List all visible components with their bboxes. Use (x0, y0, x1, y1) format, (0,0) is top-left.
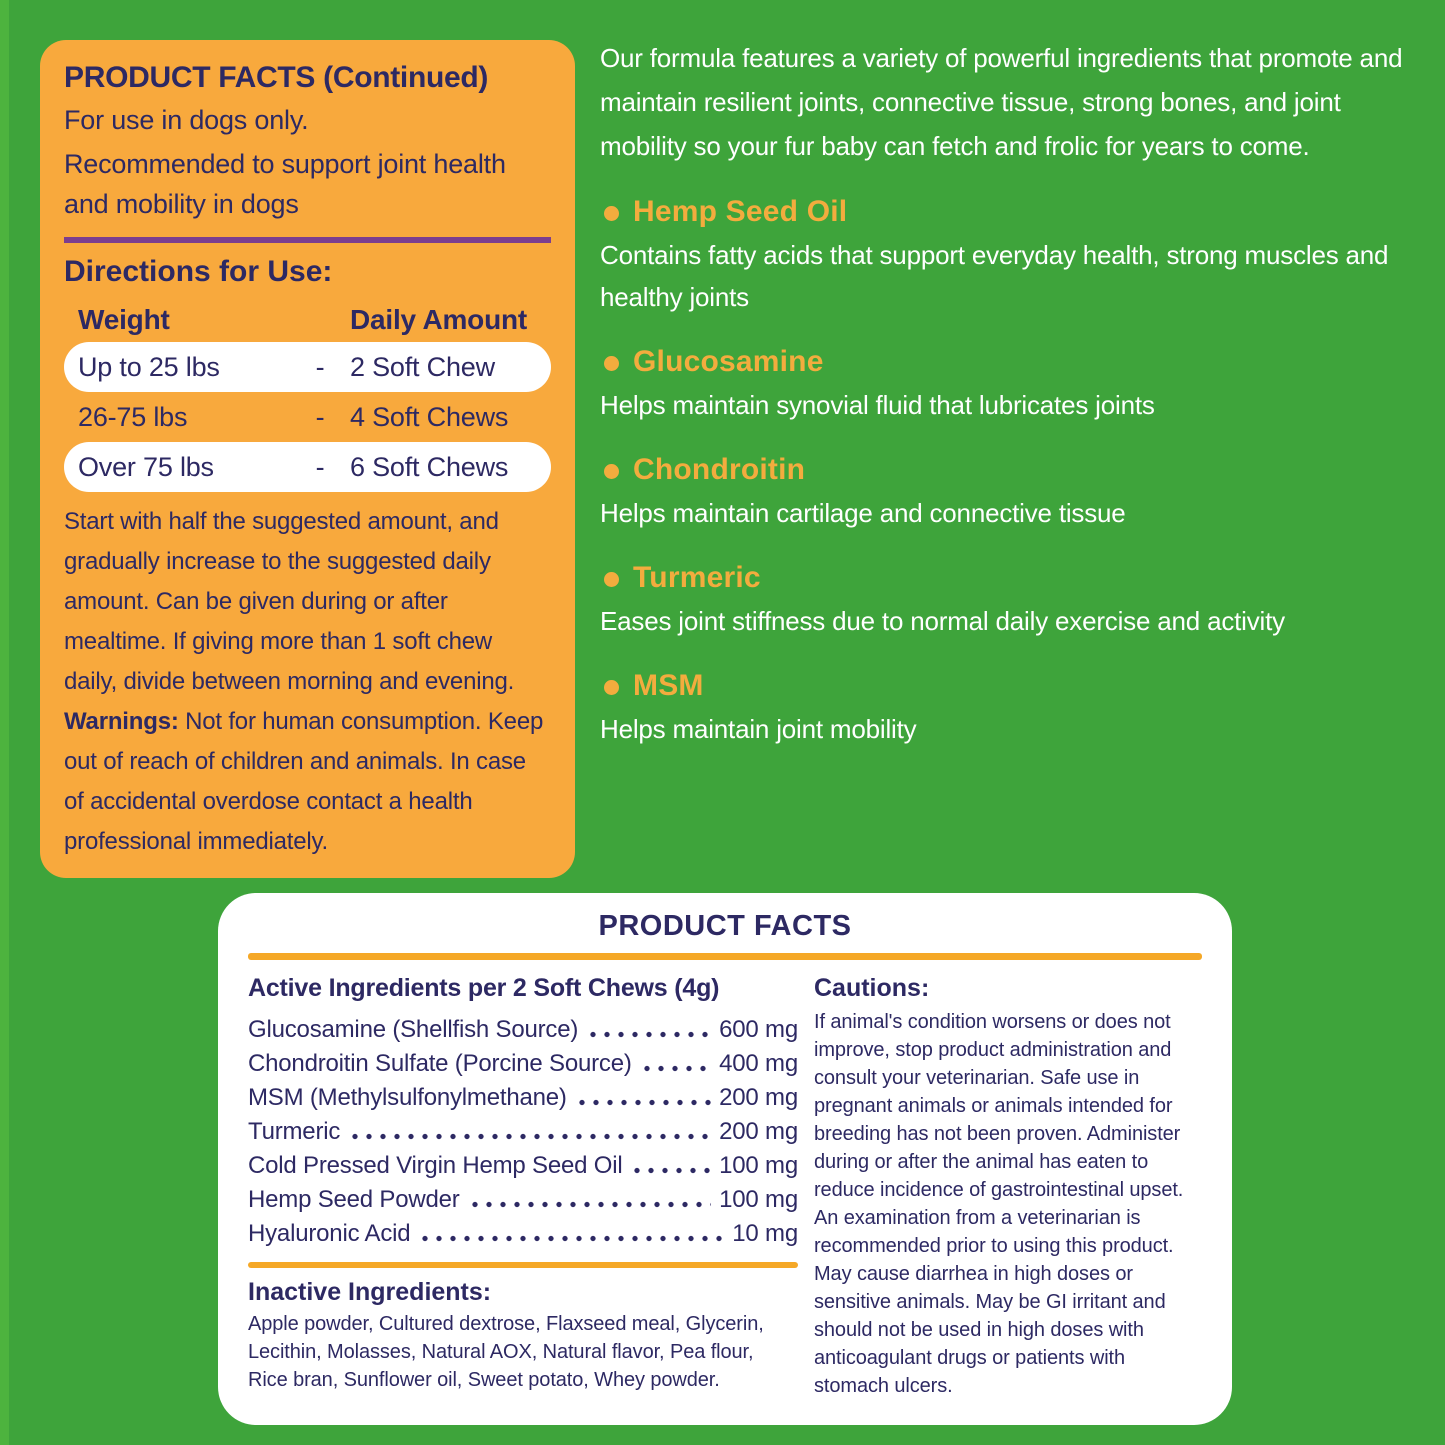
amount-cell: 4 Soft Chews (350, 401, 509, 432)
weight-cell: Over 75 lbs (78, 451, 214, 482)
product-facts-title: PRODUCT FACTS (598, 910, 852, 942)
usage-and-warnings-text (64, 502, 551, 862)
inactive-ingredients-heading: Inactive Ingredients: (248, 1278, 492, 1306)
ingredient-amount: 200 mg (719, 1118, 798, 1145)
dosage-table (64, 298, 551, 492)
dash-cell: - (315, 451, 325, 482)
purple-divider (64, 237, 551, 243)
benefit-chondroitin (600, 450, 1415, 534)
benefit-heading (600, 342, 1415, 382)
table-row (248, 1044, 798, 1078)
ingredient-name: Chondroitin Sulfate (Porcine Source) (248, 1050, 632, 1077)
benefit-description: Eases joint stiffness due to normal daily exercise and activity (600, 606, 1285, 636)
dot-leader (575, 1099, 711, 1106)
warnings-text: Not for human consumption. Keep out of reach of children and animals. In case of accidental overdose contact a health professional immediately. (64, 708, 544, 855)
cautions-text: If animal's condition worsens or does not improve, stop product administration and consult your veterinarian. Safe use in pregnant animals or animals intended for breeding has not been proven. Administer during or after the animal has eaten to reduce incidence of gastrointestinal upset. An examination from a veterinarian is recommended prior to using this product. May cause diarrhea in high doses or sensitive animals. May be GI irritant and should not be used in high doses with anticoagulant drugs or patients with stomach ulcers. (814, 1011, 1184, 1397)
benefit-heading (600, 450, 1415, 490)
benefit-hemp-seed-oil (600, 192, 1415, 318)
dot-leader (348, 1133, 711, 1140)
use-statement: For use in dogs only. (64, 105, 309, 135)
facts-columns (248, 972, 1202, 1400)
table-row (248, 1214, 798, 1248)
benefit-name: Turmeric (633, 561, 761, 594)
bullet-dot-icon (604, 206, 619, 221)
active-ingredients-column (248, 972, 798, 1400)
benefit-heading (600, 192, 1415, 232)
label-edge-stripe (0, 0, 9, 1445)
ingredient-name: Hemp Seed Powder (248, 1186, 460, 1213)
dot-leader (586, 1031, 711, 1038)
amount-cell: 6 Soft Chews (350, 451, 509, 482)
benefit-name: Hemp Seed Oil (633, 195, 848, 228)
benefit-description: Helps maintain joint mobility (600, 714, 917, 744)
ingredient-amount: 400 mg (719, 1050, 798, 1077)
recommendation-statement: Recommended to support joint health and mobility in dogs (64, 149, 506, 219)
bullet-dot-icon (604, 572, 619, 587)
ingredient-name: MSM (Methylsulfonylmethane) (248, 1084, 567, 1111)
table-row (64, 342, 551, 392)
inactive-ingredients-text: Apple powder, Cultured dextrose, Flaxseed meal, Glycerin, Lecithin, Molasses, Natural AOX, Natural flavor, Pea flour, Rice bran, Sunflower oil, Sweet potato, Whey powder. (248, 1313, 764, 1391)
ingredient-amount: 100 mg (719, 1152, 798, 1179)
product-facts-continued-title: PRODUCT FACTS (Continued) (64, 61, 489, 94)
benefit-glucosamine (600, 342, 1415, 426)
benefit-name: MSM (633, 669, 704, 702)
weight-cell: 26-75 lbs (78, 401, 188, 432)
amber-divider-top (248, 953, 1202, 960)
benefit-name: Glucosamine (633, 345, 824, 378)
benefit-name: Chondroitin (633, 453, 806, 486)
warnings-label: Warnings: (64, 708, 179, 735)
table-row (248, 1112, 798, 1146)
table-row (64, 392, 551, 442)
ingredient-amount: 200 mg (719, 1084, 798, 1111)
ingredient-name: Turmeric (248, 1118, 341, 1145)
dot-leader (468, 1201, 712, 1208)
ingredient-amount: 10 mg (732, 1220, 798, 1247)
table-row (248, 1180, 798, 1214)
dot-leader (630, 1167, 711, 1174)
table-row (248, 1146, 798, 1180)
benefit-msm (600, 666, 1415, 750)
cautions-column (814, 972, 1202, 1400)
table-row (248, 1010, 798, 1044)
ingredient-amount: 100 mg (719, 1186, 798, 1213)
directions-panel (40, 40, 575, 878)
bullet-dot-icon (604, 356, 619, 371)
product-facts-panel (218, 893, 1232, 1425)
benefit-description: Contains fatty acids that support everyday health, strong muscles and healthy joints (600, 240, 1389, 312)
amber-divider-bottom (248, 1262, 798, 1268)
dash-cell: - (315, 401, 325, 432)
ingredient-name: Glucosamine (Shellfish Source) (248, 1016, 579, 1043)
formula-intro-text: Our formula features a variety of powerful ingredients that promote and maintain resilient joints, connective tissue, strong bones, and joint mobility so your fur baby can fetch and frolic for years to come. (600, 43, 1403, 161)
benefit-heading (600, 558, 1415, 598)
ingredient-amount: 600 mg (719, 1016, 798, 1043)
dot-leader (418, 1235, 724, 1242)
ingredient-name: Cold Pressed Virgin Hemp Seed Oil (248, 1152, 623, 1179)
active-ingredients-heading: Active Ingredients per 2 Soft Chews (4g) (248, 974, 720, 1002)
dash-cell: - (315, 351, 325, 382)
benefit-description: Helps maintain cartilage and connective tissue (600, 498, 1126, 528)
amount-cell: 2 Soft Chew (350, 351, 495, 382)
table-row (64, 442, 551, 492)
usage-text: Start with half the suggested amount, and gradually increase to the suggested daily amount. Can be given during or after mealtime. If giving more than 1 soft chew daily, divide between morning and evening. (64, 508, 515, 695)
bullet-dot-icon (604, 680, 619, 695)
directions-heading: Directions for Use: (64, 255, 333, 288)
weight-column-header: Weight (78, 304, 170, 335)
dot-leader (640, 1065, 711, 1072)
ingredient-benefits-panel (600, 36, 1415, 750)
benefit-description: Helps maintain synovial fluid that lubricates joints (600, 390, 1155, 420)
weight-cell: Up to 25 lbs (78, 351, 220, 382)
benefit-heading (600, 666, 1415, 706)
ingredient-name: Hyaluronic Acid (248, 1220, 411, 1247)
dosage-header-row (64, 298, 551, 342)
table-row (248, 1078, 798, 1112)
amount-column-header: Daily Amount (350, 304, 528, 335)
cautions-heading: Cautions: (814, 974, 930, 1002)
bullet-dot-icon (604, 464, 619, 479)
benefit-turmeric (600, 558, 1415, 642)
